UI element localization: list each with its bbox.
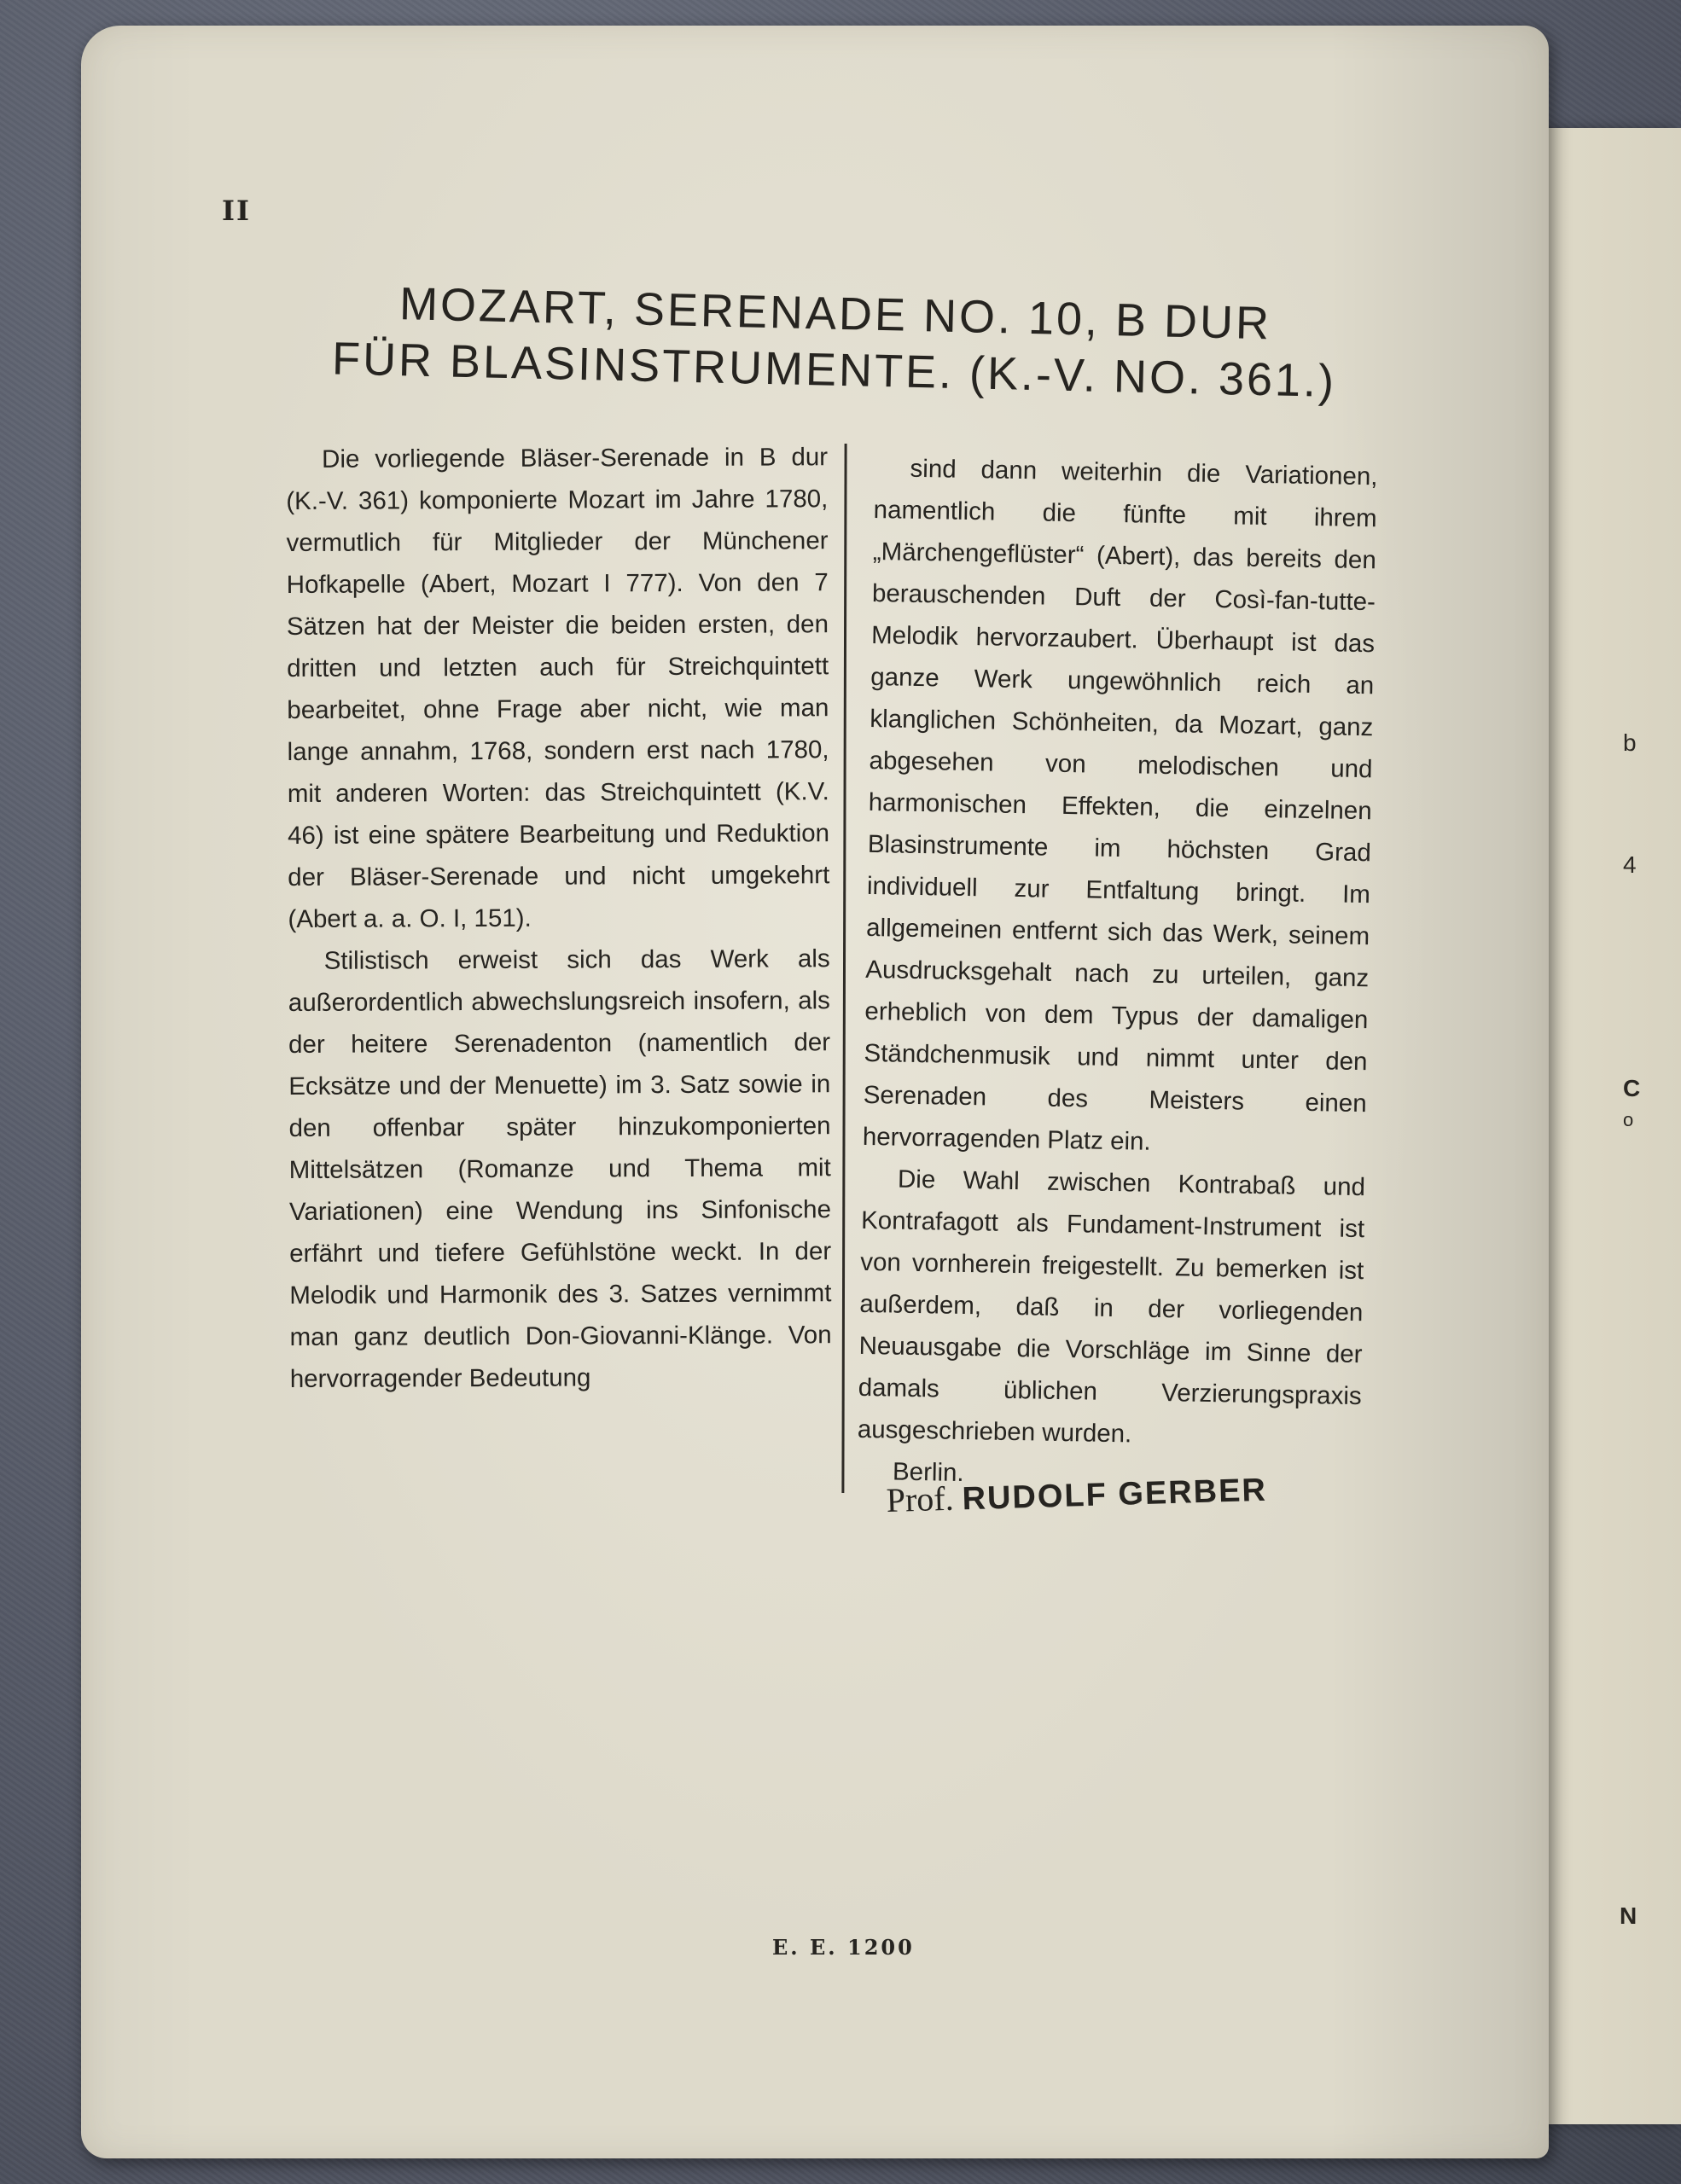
adjacent-page-fragment: 4 <box>1623 851 1637 878</box>
edition-number: E. E. 1200 <box>772 1935 915 1960</box>
left-paragraph-1: Die vorliegende Bläser-Serenade in B dur (K.-V. 361) komponierte Mozart im Jahre 1780, vermutlich für Mitglieder der Münchener Hofkapelle (Abert, Mozart I 777). Von den 7 Sätzen hat der Meister die beiden ersten, den dritten und letzten auch für Streichquintett bearbeitet, ohne Frage aber nicht, wie man lange annahm, 1768, sondern erst nach 1780, mit anderen Worten: das Streichquintett (K.V. 46) ist eine spätere Bearbeitung und Reduktion der Bläser-Serenade und nicht umgekehrt (Abert a. a. O. I, 151). <box>286 443 830 933</box>
right-paragraph-1: sind dann weiterhin die Variationen, namentlich die fünfte mit ihrem „Märchengeflüster“ (Abert), das bereits den berauschenden Duft der Così-fan-tutte-Melodik hervorzaubert. Überhaupt ist das ganze Werk ungewöhnlich reich an klanglichen Schönheiten, da Mozart, ganz abgesehen von melodischen und harmonischen Effekten, die einzelnen Blasinstrumente im höchsten Grad individuell zur Entfaltung bringt. Im allgemeinen entfernt sich das Werk, seinem Ausdrucksgehalt nach zu urteilen, ganz erheblich von dem Typus der damaligen Ständchenmusik und nimmt unter den Serenaden des Meisters einen hervorragenden Platz ein. <box>862 454 1378 1156</box>
adjacent-page-fragment: N <box>1620 1902 1637 1929</box>
adjacent-page-fragment: C <box>1623 1075 1641 1101</box>
left-text-column <box>286 436 832 1400</box>
place-name: Berlin. <box>892 1457 964 1488</box>
page-number: II <box>222 195 251 227</box>
adjacent-page-fragment: o <box>1623 1109 1634 1130</box>
left-paragraph-2: Stilistisch erweist sich das Werk als außerordentlich abwechslungsreich insofern, als der heitere Serenadenton (namentlich der Ecksätze und der Menuette) im 3. Satz sowie in den offenbar später hinzukomponierten Mittelsätzen (Romanze und Thema mit Variationen) eine Wendung ins Sinfonische erfährt und tiefere Gefühlstöne weckt. In der Melodik und Harmonik des 3. Satzes vernimmt man ganz deutlich Don-Giovanni-Klänge. Von hervorragender Bedeutung <box>288 944 832 1393</box>
adjacent-page-fragment: b <box>1623 729 1637 756</box>
right-paragraph-2: Die Wahl zwischen Kontrabaß und Kontrafagott als Fundament-Instrument ist von vornherein freigestellt. Zu bemerken ist außerdem, daß in der vorliegenden Neuausgabe die Vorschläge im Sinne der damals üblichen Verzierungspraxis ausgeschrieben wurden. <box>857 1165 1366 1449</box>
title-line-1: MOZART, SERENADE NO. 10, B DUR <box>398 278 1272 350</box>
signature-prefix: Prof. <box>886 1478 955 1519</box>
title-line-2: FÜR BLASINSTRUMENTE. (K.-V. NO. 361.) <box>331 333 1337 408</box>
right-text-column <box>857 447 1378 1501</box>
adjacent-page <box>1527 128 1681 2124</box>
signature-name: RUDOLF GERBER <box>961 1472 1268 1518</box>
